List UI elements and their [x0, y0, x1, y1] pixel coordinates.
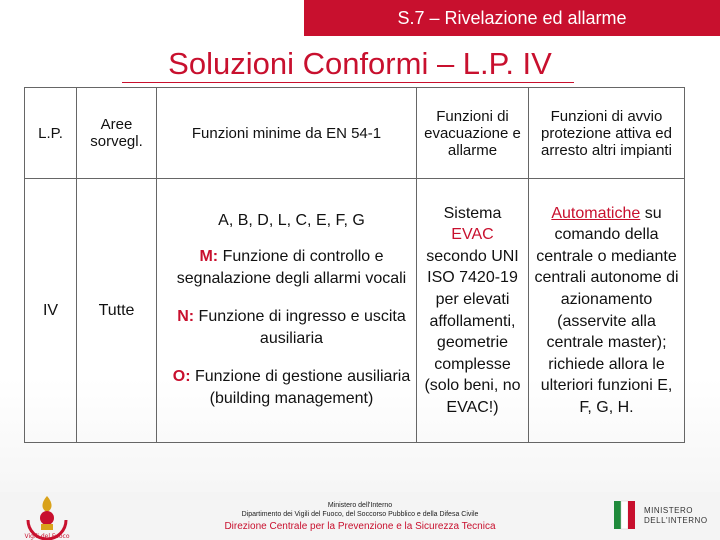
flag-mark-icon	[612, 497, 640, 533]
function-m	[161, 246, 412, 290]
title-divider	[122, 82, 574, 83]
row-lp: IV	[25, 179, 77, 443]
row-aree: Tutte	[77, 179, 157, 443]
header-minime: Funzioni minime da EN 54-1	[157, 88, 417, 179]
header-aree: Aree sorvegl.	[77, 88, 157, 179]
function-text: Funzione di controllo e segnalazione degli allarmi vocali	[176, 247, 407, 287]
footer-ministry: Ministero dell'Interno	[327, 502, 393, 509]
slide-title: Soluzioni Conformi – L.P. IV	[168, 46, 552, 81]
function-text: Funzione di ingresso e uscita ausiliaria	[198, 307, 406, 347]
table-header-row	[25, 88, 685, 179]
row-avvio	[529, 179, 685, 443]
header-evacuazione: Funzioni di evacuazione e allarme	[417, 88, 529, 179]
row-evacuazione	[417, 179, 529, 443]
function-o	[161, 366, 412, 410]
function-text: Funzione di gestione ausiliaria (building management)	[194, 367, 411, 407]
avvio-post: su comando della centrale o mediante centrali autonome di azionamento (asservite alla centrale master); richiede allora le ulteriori funzioni E, F, G, H.	[534, 204, 679, 416]
logo-right-line1: MINISTERO	[644, 506, 693, 515]
logo-left-text: Vigili del Fuoco	[24, 533, 70, 540]
evac-post: secondo UNI ISO 7420-19 per elevati affollamenti, geometrie complesse (solo beni, no EVAC!)	[424, 247, 521, 416]
ministero-logo	[612, 497, 712, 533]
function-code: O:	[172, 367, 191, 385]
minime-list: A, B, D, L, C, E, F, G	[218, 211, 365, 229]
evac-pre: Sistema	[443, 204, 502, 222]
footer-direction: Direzione Centrale per la Prevenzione e la Sicurezza Tecnica	[224, 521, 496, 532]
row-minime	[157, 179, 417, 443]
table-row	[25, 179, 685, 443]
function-code: M:	[199, 247, 219, 265]
avvio-highlight: Automatiche	[551, 204, 641, 222]
solutions-table	[24, 87, 685, 443]
section-label: S.7 – Rivelazione ed allarme	[397, 7, 627, 28]
logo-right-line2: DELL'INTERNO	[644, 516, 708, 525]
function-code: N:	[177, 307, 195, 325]
footer-department: Dipartimento dei Vigili del Fuoco, del Soccorso Pubblico e della Difesa Civile	[241, 511, 479, 518]
header-avvio: Funzioni di avvio protezione attiva ed arresto altri impianti	[529, 88, 685, 179]
function-n	[161, 306, 412, 350]
section-banner	[304, 0, 720, 36]
header-lp: L.P.	[25, 88, 77, 179]
vigili-del-fuoco-logo	[22, 490, 72, 540]
evac-highlight: EVAC	[451, 226, 494, 244]
